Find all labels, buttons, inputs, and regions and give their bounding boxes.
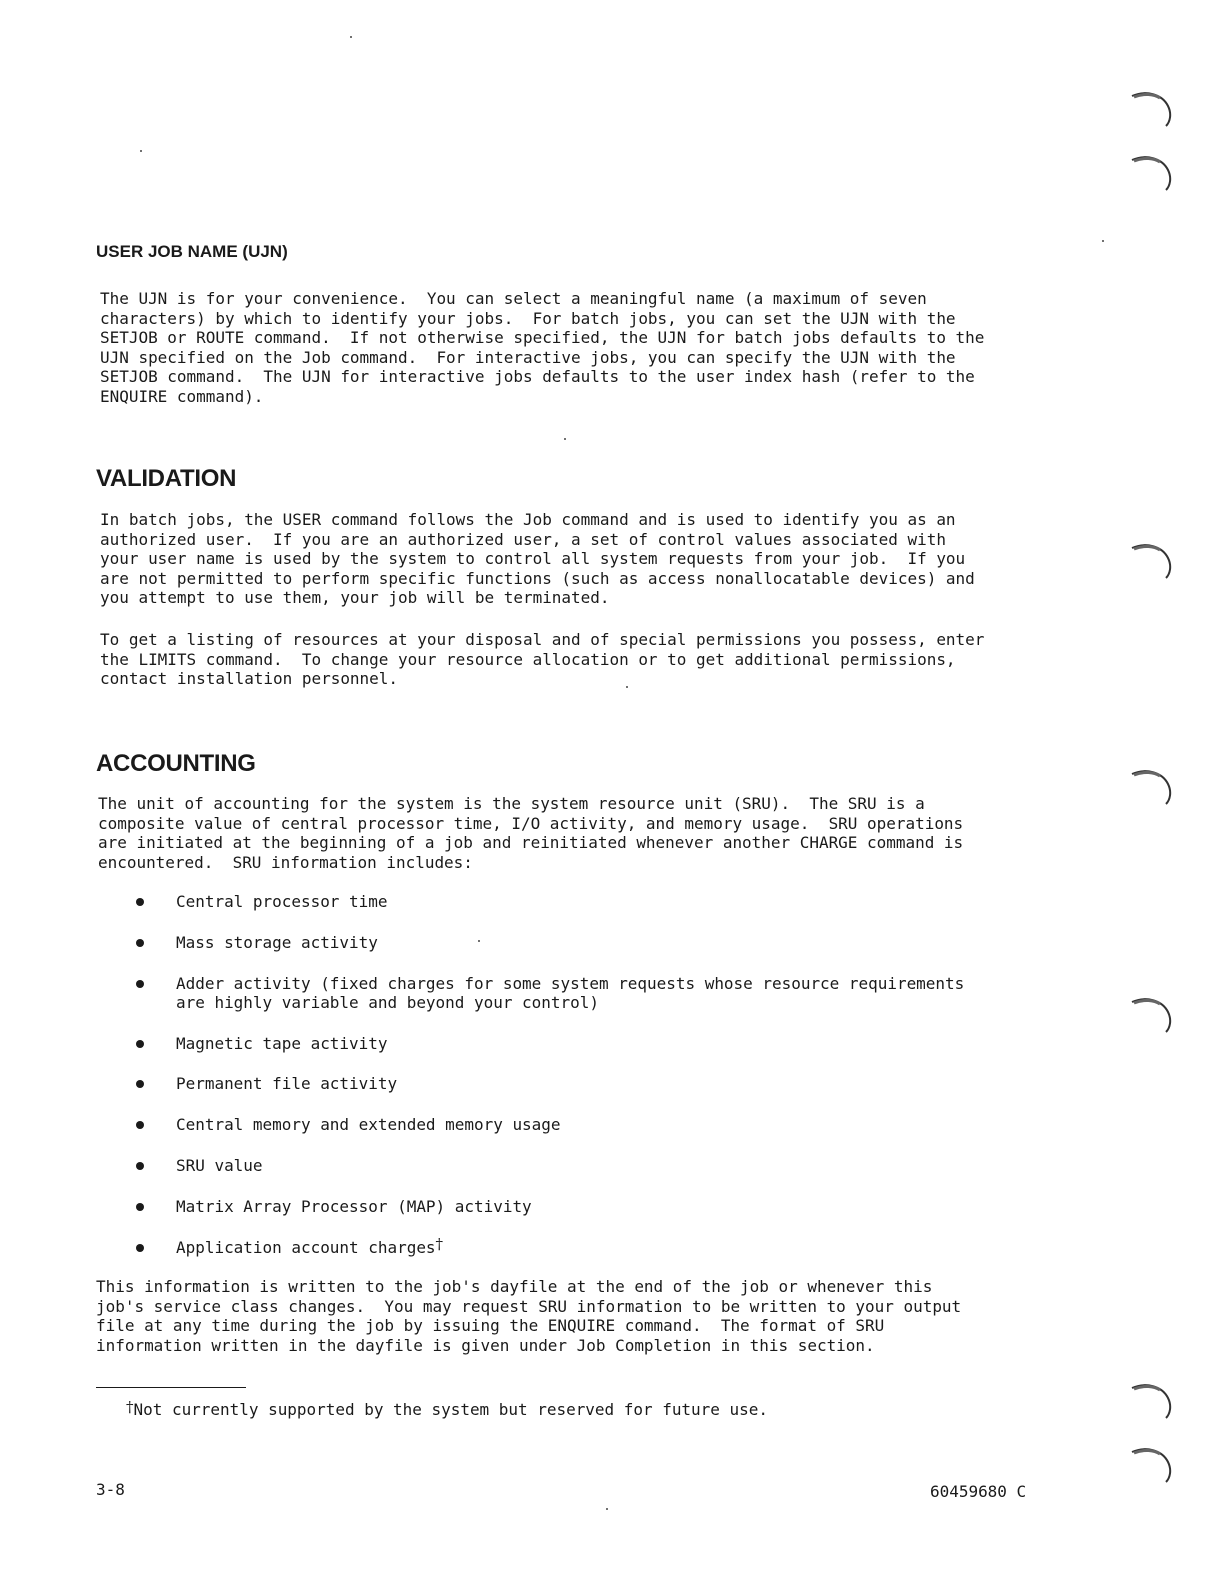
list-item-text: Application account charges [176,1237,436,1257]
validation-paragraph-2: To get a listing of resources at your disposal and of special permissions you possess, enter the LIMITS command. To change your resource allocation or to get additional permissions, contact installation personnel. [100,630,985,689]
list-item [136,933,964,953]
scan-speck [626,686,628,688]
list-item [136,1234,964,1258]
bullet-icon [136,1162,144,1170]
binder-hole-icon [1126,152,1174,192]
bullet-icon [136,939,144,947]
list-item [136,974,964,1013]
list-item-text: Matrix Array Processor (MAP) activity [176,1196,532,1216]
list-item [136,892,964,912]
list-item-text: Central memory and extended memory usage [176,1115,561,1135]
list-item-text: Central processor time [176,892,388,911]
bullet-icon [136,898,144,906]
binder-hole-icon [1126,766,1174,806]
list-item [136,1197,964,1217]
list-item-text: Adder activity (fixed charges for some system requests whose resource requirements are highly variable and beyond your control) [176,973,965,1013]
footnote-divider [96,1387,246,1388]
accounting-paragraph-2: This information is written to the job's dayfile at the end of the job or whenever this job's service class changes. You may request SRU information to be written to your output file at any time during the job by issuing the ENQUIRE command. The format of SRU information written in the dayfile is given under Job Completion in this section. [96,1277,962,1355]
binder-hole-icon [1126,540,1174,580]
scan-speck [1102,240,1104,242]
page-number: 3-8 [96,1480,125,1499]
binder-hole-icon [1126,88,1174,128]
list-item [136,1115,964,1135]
binder-hole-icon [1126,994,1174,1034]
bullet-icon [136,1203,144,1211]
scan-speck [478,940,480,942]
bullet-icon [136,1244,144,1252]
accounting-heading: ACCOUNTING [96,750,256,777]
bullet-icon [136,1040,144,1048]
footnote-text: Not currently supported by the system but reserved for future use. [133,1400,768,1419]
list-item-text: SRU value [176,1155,263,1175]
validation-paragraph-1: In batch jobs, the USER command follows the Job command and is used to identify you as an authorized user. If you are an authorized user, a set of control values associated with your user name is used by the system to control all system requests from your job. If you are not permitted to perform specific functions (such as access nonallocatable devices) and you attempt to use them, your job will be terminated. [100,510,975,608]
validation-heading: VALIDATION [96,465,237,492]
dagger-mark: † [435,1234,444,1253]
list-item-text: Magnetic tape activity [176,1033,388,1053]
list-item [136,1034,964,1054]
scan-speck [564,438,566,440]
list-item [136,1156,964,1176]
list-item-text: Mass storage activity [176,932,378,952]
bullet-icon [136,980,144,988]
ujn-heading: USER JOB NAME (UJN) [96,242,288,261]
binder-hole-icon [1126,1444,1174,1484]
footnote-marker: † [126,1398,134,1416]
binder-hole-icon [1126,1380,1174,1420]
list-item-text: Permanent file activity [176,1074,398,1094]
footnote [126,1400,768,1420]
sru-info-list [136,892,964,1278]
ujn-paragraph: The UJN is for your convenience. You can select a meaningful name (a maximum of seven characters) by which to identify your jobs. For batch jobs, you can set the UJN with the SETJOB or ROUTE command. If not otherwise specified, the UJN for batch jobs defaults to the UJN specified on the Job command. For interactive jobs, you can specify the UJN with the SETJOB command. The UJN for interactive jobs defaults to the user index hash (refer to the ENQUIRE command). [100,289,985,406]
document-number: 60459680 C [930,1482,1027,1501]
bullet-icon [136,1080,144,1088]
accounting-paragraph-1: The unit of accounting for the system is the system resource unit (SRU). The SRU is a composite value of central processor time, I/O activity, and memory usage. SRU operations are initiated at the beginning of a job and reinitiated whenever another CHARGE command is encountered. SRU information includes: [98,794,964,872]
bullet-icon [136,1121,144,1129]
list-item [136,1074,964,1094]
scan-speck [140,150,142,152]
scan-speck [350,36,352,38]
scan-speck [606,1508,608,1510]
